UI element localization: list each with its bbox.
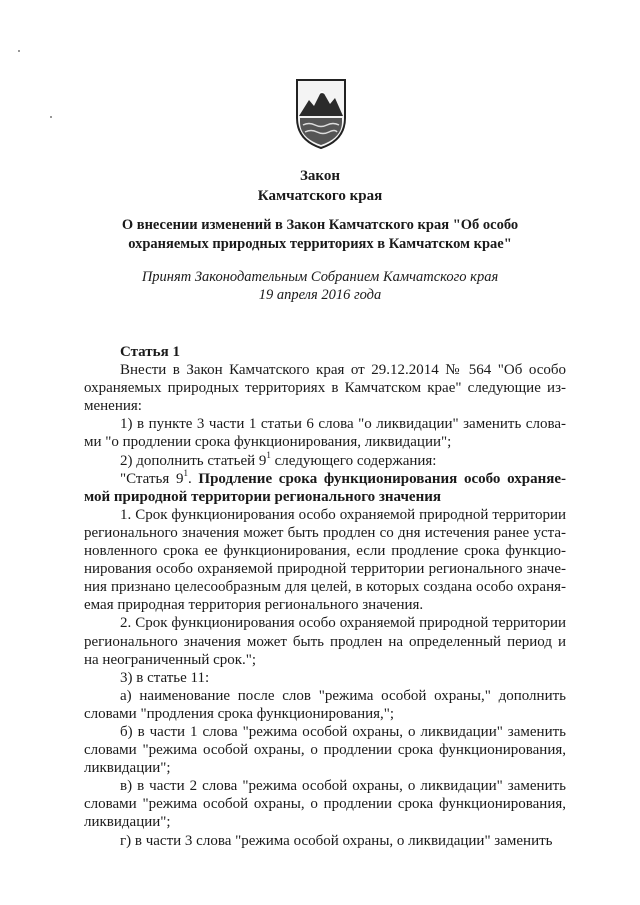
law-title — [60, 216, 580, 254]
paragraph: 3) в статье 11: — [120, 669, 210, 686]
coat-of-arms-icon — [295, 78, 347, 150]
scan-speck — [18, 50, 20, 52]
paragraph: б) в части 1 слова "режима особой охраны, о ликвидации" заменить словами "режима особой охраны, о продлении срока функционирования, ликвидации"; — [84, 723, 566, 777]
superscript: 1 — [266, 449, 271, 460]
text-run: . — [187, 470, 199, 487]
superscript: 1 — [183, 467, 188, 478]
law-title-line: охраняемых природных территориях в Камчатском крае" — [128, 236, 512, 252]
adoption-note — [60, 268, 580, 304]
law-title-line: О внесении изменений в Закон Камчатского края "Об особо — [121, 217, 519, 233]
law-label: Закон — [299, 168, 340, 184]
text-run: 2) дополнить статьей 9 — [120, 452, 267, 469]
document-body — [84, 343, 566, 850]
text-run: следующего содержания: — [270, 452, 437, 469]
adoption-date: 19 апреля 2016 года — [258, 287, 382, 303]
paragraph: г) в части 3 слова "режима особой охраны, о ликвидации" заменить — [120, 832, 553, 849]
paragraph: Внести в Закон Камчатского края от 29.12.2014 № 564 "Об особо охраняемых природных территориях в Камчатском крае" следующие изменения: — [84, 362, 566, 415]
text-run: "Статья 9 — [120, 470, 184, 487]
paragraph — [84, 467, 567, 506]
paragraph: в) в части 2 слова "режима особой охраны, о ликвидации" заменить словами "режима особой охраны, о продлении срока функционирования, ликвидации"; — [84, 778, 566, 831]
paragraph: 2. Срок функционирования особо охраняемой природной территории регионального значения может быть продлен на определенный период и на неограниченный срок."; — [84, 615, 566, 668]
paragraph: 1. Срок функционирования особо охраняемой природной территории регионального значения может быть продлен со дня истечения ранее установленного срока ее функционирования, если продление срока функционирования особо охраняемой природной территории регионального значения признано целесообразным для целей, в которых создана особо охраняемая природная территория регионального значения. — [84, 506, 566, 614]
paragraph: 1) в пункте 3 части 1 статьи 6 слова "о ликвидации" заменить словами "о продлении срока функционирования, ликвидации"; — [84, 416, 566, 451]
region-label: Камчатского края — [257, 188, 383, 204]
article-heading: Статья 1 — [120, 344, 180, 360]
adoption-body: Принят Законодательным Собранием Камчатского края — [141, 269, 499, 285]
paragraph — [84, 449, 566, 470]
scan-speck — [50, 116, 52, 118]
paragraph: а) наименование после слов "режима особой охраны," дополнить словами "продления срока функционирования,"; — [84, 687, 566, 722]
new-article-title: Продление срока функционирования особо охраняемой природной территории регионального значения — [84, 470, 567, 505]
